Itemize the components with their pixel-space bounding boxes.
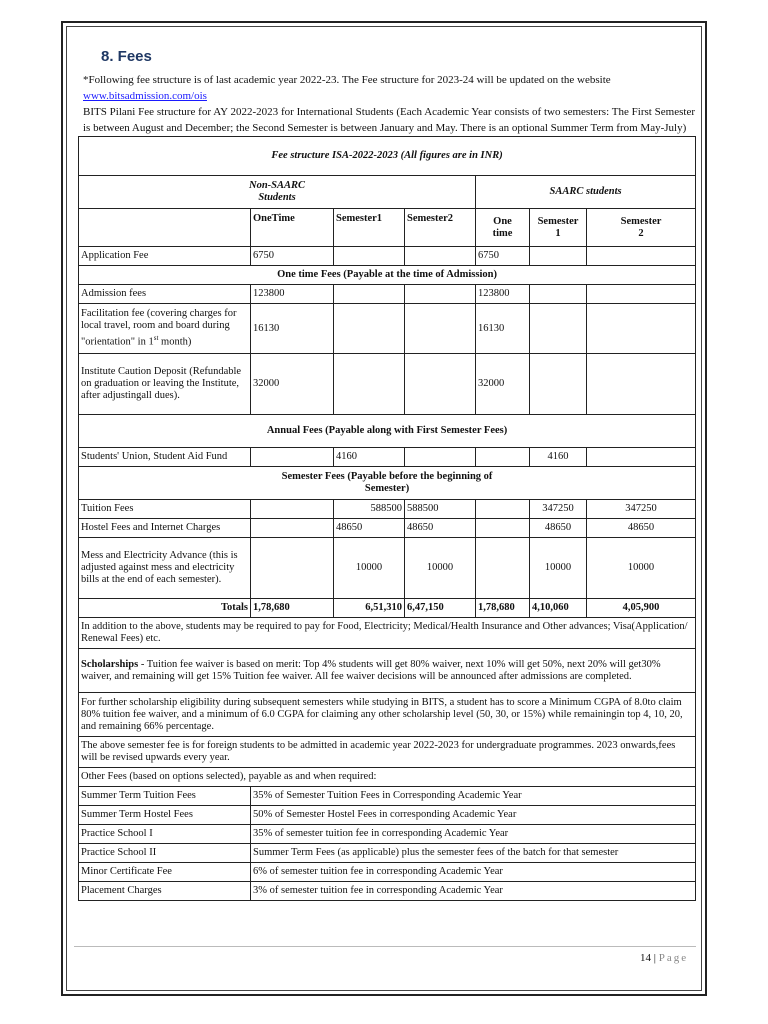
cell: 123800 (251, 285, 334, 304)
table-row (79, 787, 696, 806)
cell: 48650 (405, 519, 476, 538)
cell: 588500 (405, 500, 476, 519)
table-row (79, 247, 696, 266)
row-label: Hostel Fees and Internet Charges (79, 519, 251, 538)
col-saarc-onetime: One time (476, 209, 530, 247)
other-value: 6% of semester tuition fee in corresponding Academic Year (251, 863, 696, 882)
table-row (79, 844, 696, 863)
cell: 48650 (530, 519, 587, 538)
table-row (79, 500, 696, 519)
page-content (78, 46, 695, 901)
other-value: 35% of Semester Tuition Fees in Corresponding Academic Year (251, 787, 696, 806)
table-row (79, 285, 696, 304)
other-label: Practice School I (79, 825, 251, 844)
row-label: Institute Caution Deposit (Refundable on graduation or leaving the Institute, after adjustingall dues). (79, 354, 251, 415)
other-value: 3% of semester tuition fee in corresponding Academic Year (251, 882, 696, 901)
row-label: Tuition Fees (79, 500, 251, 519)
other-label: Placement Charges (79, 882, 251, 901)
col-onetime: OneTime (251, 209, 334, 247)
semester-fees-header: Semester Fees (Payable before the beginning of Semester) (79, 467, 696, 500)
cell: 1,78,680 (476, 599, 530, 618)
cell: 4160 (530, 448, 587, 467)
website-link[interactable]: www.bitsadmission.com/ois (83, 90, 207, 102)
table-row (79, 538, 696, 599)
totals-row (79, 599, 696, 618)
cell: 32000 (476, 354, 530, 415)
group-non-saarc: Non-SAARC Students (79, 176, 476, 209)
cell: 6750 (476, 247, 530, 266)
cell: 588500 (334, 500, 405, 519)
other-value: Summer Term Fees (as applicable) plus the semester fees of the batch for that semester (251, 844, 696, 863)
row-label: Application Fee (79, 247, 251, 266)
cell: 6750 (251, 247, 334, 266)
note-cgpa: For further scholarship eligibility during subsequent semesters while studying in BITS, a student has to score a Minimum CGPA of 8.0to claim 80% tuition fee waiver, and a minimum of 6.0 CGPA for claiming any other scholarship level (50, 30, or 15%) while remainingin top 4, 10, 20, and remaining 66% percentage. (79, 693, 696, 737)
cell: 32000 (251, 354, 334, 415)
onetime-fees-header: One time Fees (Payable at the time of Admission) (79, 266, 696, 285)
note-additional: In addition to the above, students may be required to pay for Food, Electricity; Medical/Health Insurance and Other advances; Visa(Application/ Renewal Fees) etc. (79, 618, 696, 649)
table-row (79, 448, 696, 467)
row-label: Students' Union, Student Aid Fund (79, 448, 251, 467)
cell: 48650 (587, 519, 696, 538)
row-label: Facilitation fee (covering charges for local travel, room and board during "orientation" in 1st month) (79, 304, 251, 354)
cell: 347250 (587, 500, 696, 519)
scholarship-note: Scholarships - Tuition fee waiver is based on merit: Top 4% students will get 80% waiver, next 10% will get 50%, next 20% will get30% waiver, and remaining will get 15% Tuition fee waiver. All fee waiver decisions will be announced after admissions are completed. (79, 649, 696, 693)
fee-table (78, 136, 696, 901)
table-row (79, 882, 696, 901)
other-label: Practice School II (79, 844, 251, 863)
row-label: Admission fees (79, 285, 251, 304)
table-row (79, 863, 696, 882)
table-row (79, 519, 696, 538)
intro-line1: *Following fee structure is of last academic year 2022-23. The Fee structure for 2023-24 will be updated on the website (83, 74, 611, 86)
cell: 4,10,060 (530, 599, 587, 618)
cell: 10000 (334, 538, 405, 599)
header-blank (79, 209, 251, 247)
cell: 4160 (334, 448, 405, 467)
intro (83, 72, 695, 136)
footer-divider (74, 946, 696, 947)
other-fees-header: Other Fees (based on options selected), payable as and when required: (79, 768, 696, 787)
col-semester1: Semester1 (334, 209, 405, 247)
cell: 4,05,900 (587, 599, 696, 618)
group-saarc: SAARC students (476, 176, 696, 209)
annual-fees-header: Annual Fees (Payable along with First Semester Fees) (79, 415, 696, 448)
col-saarc-semester1: Semester 1 (530, 209, 587, 247)
cell: 6,51,310 (334, 599, 405, 618)
table-row (79, 806, 696, 825)
other-value: 35% of semester tuition fee in corresponding Academic Year (251, 825, 696, 844)
cell: 48650 (334, 519, 405, 538)
cell: 10000 (587, 538, 696, 599)
note-foreign: The above semester fee is for foreign students to be admitted in academic year 2022-2023 for undergraduate programmes. 2023 onwards,fees will be revised upwards every year. (79, 737, 696, 768)
other-label: Summer Term Tuition Fees (79, 787, 251, 806)
totals-label: Totals (79, 599, 251, 618)
cell: 123800 (476, 285, 530, 304)
intro-line2: BITS Pilani Fee structure for AY 2022-2023 for International Students (Each Academic Year consists of two semesters: The First Semester is between August and December; the Second Semester is between January and May. There is an optional Summer Term from May-July) (83, 106, 695, 134)
cell: 347250 (530, 500, 587, 519)
col-semester2: Semester2 (405, 209, 476, 247)
table-row (79, 354, 696, 415)
cell: 16130 (476, 304, 530, 354)
cell: 1,78,680 (251, 599, 334, 618)
col-saarc-semester2: Semester 2 (587, 209, 696, 247)
section-title: 8. Fees (101, 48, 152, 65)
cell: 6,47,150 (405, 599, 476, 618)
table-title: Fee structure ISA-2022-2023 (All figures are in INR) (79, 137, 696, 176)
other-label: Summer Term Hostel Fees (79, 806, 251, 825)
other-label: Minor Certificate Fee (79, 863, 251, 882)
other-value: 50% of Semester Hostel Fees in corresponding Academic Year (251, 806, 696, 825)
cell: 10000 (530, 538, 587, 599)
row-label: Mess and Electricity Advance (this is adjusted against mess and electricity bills at the end of each semester). (79, 538, 251, 599)
cell: 10000 (405, 538, 476, 599)
cell: 16130 (251, 304, 334, 354)
page-number: 14 | Page (640, 952, 689, 964)
table-row (79, 825, 696, 844)
table-row (79, 304, 696, 354)
